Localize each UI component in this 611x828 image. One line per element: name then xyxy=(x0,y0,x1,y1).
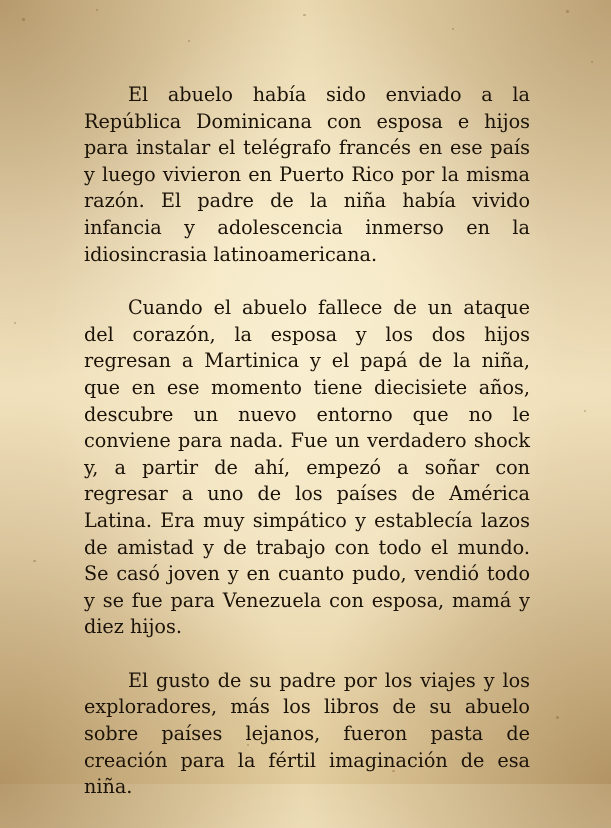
parchment-speck xyxy=(14,322,16,324)
parchment-speck xyxy=(584,410,586,412)
parchment-speck xyxy=(591,61,593,63)
parchment-speck xyxy=(33,560,36,562)
parchment-speck xyxy=(556,716,559,719)
paragraph-2: Cuando el abuelo fallece de un ataque del corazón, la esposa y los dos hijos regresan a Martinica y el papá de la niña, que en ese momento tiene diecisiete años, descubre un nuevo entorno que no le conviene para nada. Fue un verdadero shock y, a partir de ahí, empezó a soñar con regresar a uno de los países de América Latina. Era muy simpático y establecía lazos de amistad y de trabajo con todo el mundo. Se casó joven y en cuanto pudo, vendió todo y se fue para Venezuela con esposa, mamá y diez hijos. xyxy=(84,296,530,639)
paragraph-3: El gusto de su padre por los viajes y los exploradores, más los libros de su abuelo sobre países lejanos, fueron pasta de creación para la fértil imaginación de esa niña. xyxy=(84,668,530,799)
parchment-speck xyxy=(452,28,454,30)
parchment-speck xyxy=(96,9,98,11)
parchment-speck xyxy=(566,10,569,13)
paragraph-1: El abuelo había sido enviado a la República Dominicana con esposa e hijos para instalar el telégrafo francés en ese país y luego vivieron en Puerto Rico por la misma razón. El padre de la niña había vivido infancia y adolescencia inmerso en la idiosincrasia latinoamericana. xyxy=(84,83,530,266)
parchment-speck xyxy=(188,40,190,42)
parchment-speck xyxy=(22,18,25,21)
parchment-speck xyxy=(303,14,306,16)
page-body-text xyxy=(84,82,530,828)
